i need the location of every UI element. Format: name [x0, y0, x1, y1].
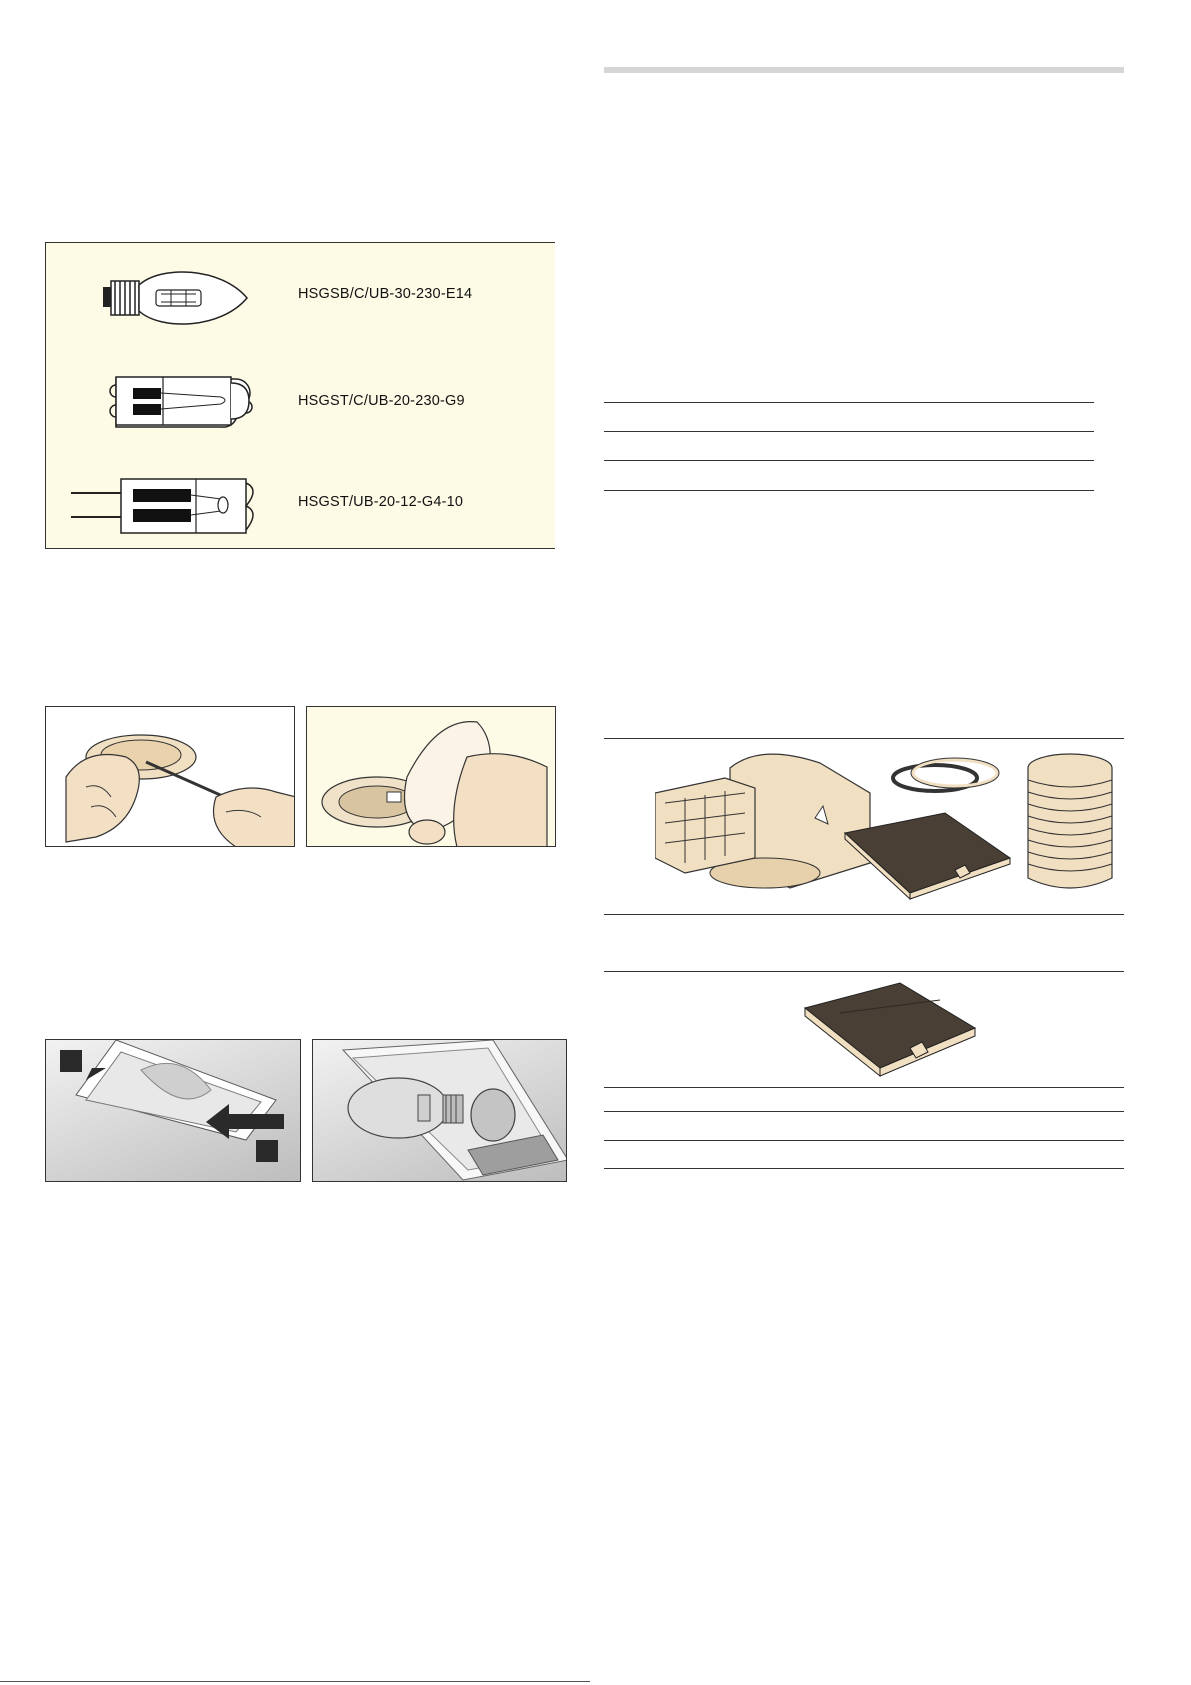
g9-halogen-capsule-icon	[101, 371, 261, 431]
cloth-holding-capsule-illustration	[306, 706, 556, 847]
lamp-label-e14: HSGSB/C/UB-30-230-E14	[298, 286, 473, 302]
recirculation-kit-illustration	[655, 748, 1115, 903]
accessories-rule-6	[604, 1140, 1124, 1141]
table-rule-4	[604, 490, 1094, 491]
lamp-label-g4: HSGST/UB-20-12-G4-10	[298, 494, 464, 510]
accessories-rule-4	[604, 1087, 1124, 1088]
lamp-type-chart	[45, 242, 555, 549]
lamp-label-g9: HSGST/C/UB-20-230-G9	[298, 393, 465, 409]
accessories-rule-7	[604, 1168, 1124, 1169]
slide-lamp-cover-illustration	[45, 1039, 301, 1182]
accessories-rule-2	[604, 914, 1124, 915]
accessories-rule-5	[604, 1111, 1124, 1112]
e14-candle-bulb-icon	[101, 263, 251, 333]
accessories-rule-3	[604, 971, 1124, 972]
tool-prying-lamp-cover-illustration	[45, 706, 295, 847]
table-rule-1	[604, 402, 1094, 403]
screw-in-bulb-illustration	[312, 1039, 567, 1182]
table-rule-2	[604, 431, 1094, 432]
carbon-filter-illustration	[800, 978, 980, 1078]
g4-halogen-pin-icon	[71, 471, 261, 541]
page-bottom-rule	[0, 1681, 590, 1682]
accessories-rule-top	[604, 738, 1124, 739]
table-rule-3	[604, 460, 1094, 461]
section-top-rule	[604, 67, 1124, 73]
